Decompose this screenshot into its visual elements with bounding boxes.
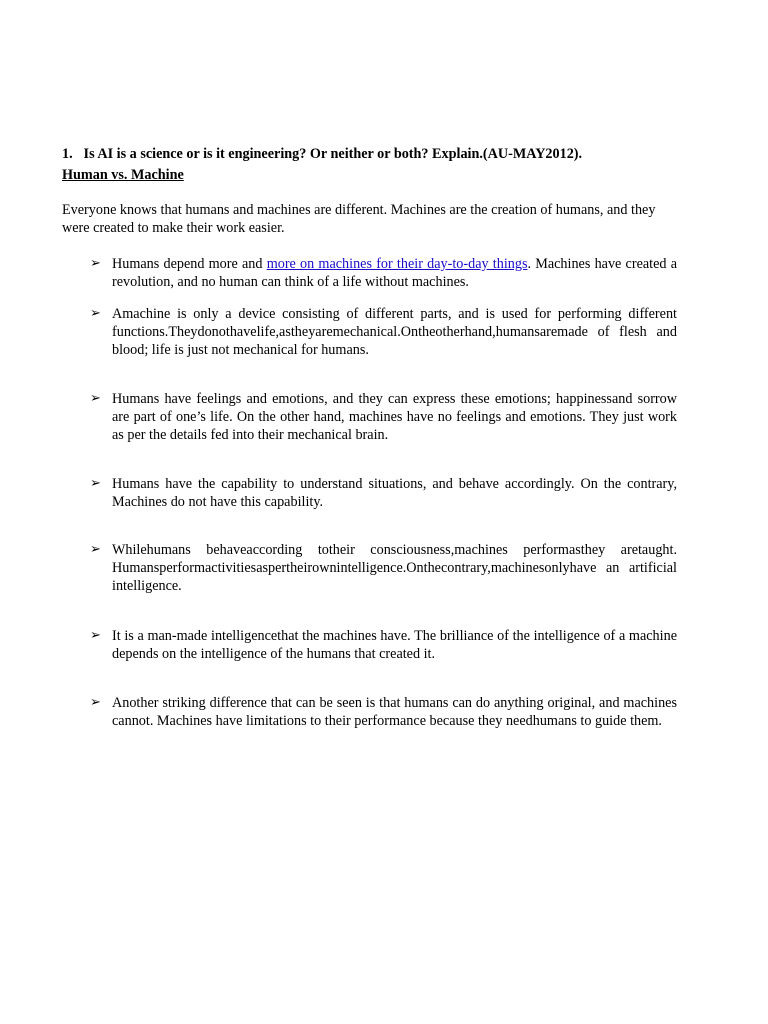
intro-paragraph: Everyone knows that humans and machines are different. Machines are the creation of humans, and they were created to make their work easier.	[62, 202, 656, 236]
bullet-text-7: Another striking difference that can be seen is that humans can do anything original, and machines cannot. Machines have limitations to their performance because they needhumans to guide them.	[112, 695, 677, 729]
bullet-text-1-before: Humans depend more and	[112, 256, 267, 272]
bullet-text-1	[112, 255, 677, 291]
question-heading	[62, 145, 702, 163]
arrow-bullet-icon: ➢	[90, 628, 101, 643]
question-text: Is AI is a science or is it engineering? Or neither or both? Explain.(AU-MAY2012).	[83, 146, 583, 162]
bullet-text-2: Amachine is only a device consisting of different parts, and is used for performing different functions.Theydonothavelife,astheyaremechanical.Ontheotherhand,humansaremade of flesh and blood; life is just not mechanical for humans.	[112, 306, 677, 358]
arrow-bullet-icon: ➢	[90, 256, 101, 271]
bullet-text-3: Humans have feelings and emotions, and they can express these emotions; happinessand sorrow are part of one’s life. On the other hand, machines have no feelings and emotions. They just work as per the details fed into their mechanical brain.	[112, 391, 677, 443]
arrow-bullet-icon: ➢	[90, 391, 101, 406]
hyperlink[interactable]: more on machines for their day-to-day things	[266, 256, 528, 272]
arrow-bullet-icon: ➢	[90, 542, 101, 557]
bullet-text-6: It is a man-made intelligencethat the machines have. The brilliance of the intelligence of a machine depends on the intelligence of the humans that created it.	[112, 628, 677, 662]
arrow-bullet-icon: ➢	[90, 306, 101, 321]
arrow-bullet-icon: ➢	[90, 476, 101, 491]
section-heading: Human vs. Machine	[62, 167, 184, 183]
bullet-text-1-after: . Machines have created a revolution, and no human can think of a life without machines.	[112, 256, 677, 290]
question-number: 1.	[62, 146, 73, 162]
bullet-text-4: Humans have the capability to understand situations, and behave accordingly. On the contrary, Machines do not have this capability.	[112, 476, 677, 510]
bullet-text-5: Whilehumans behaveaccording totheir consciousness,machines performasthey aretaught. Humansperformactivitiesaspertheirownintelligence.Onthecontrary,machinesonlyhave an artificial intelligence.	[112, 542, 677, 594]
arrow-bullet-icon: ➢	[90, 695, 101, 710]
